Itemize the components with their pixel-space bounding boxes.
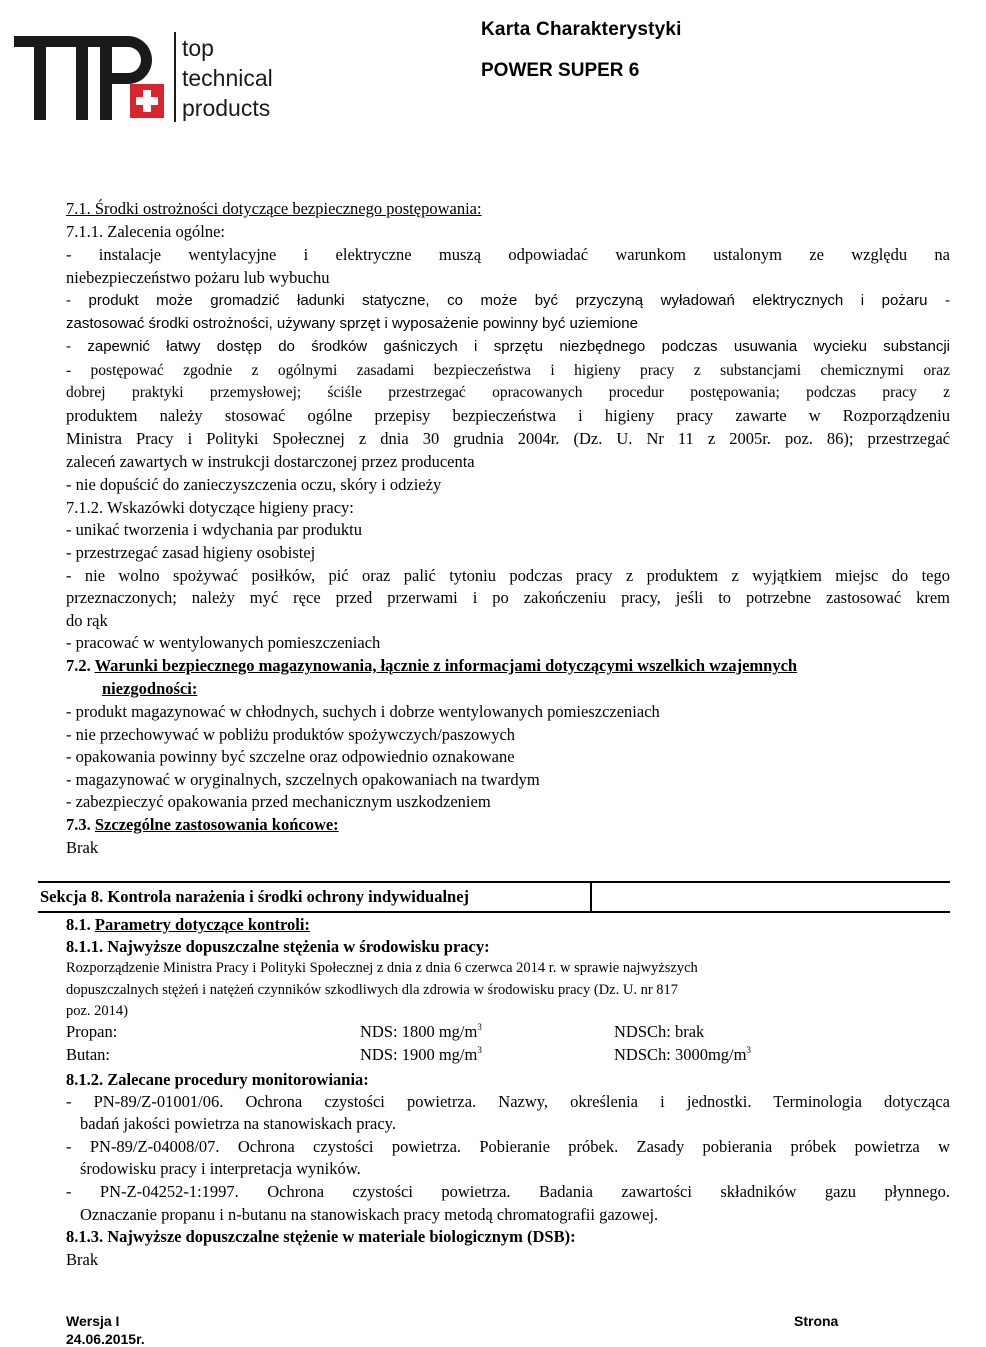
procedure-line: - PN-89/Z-01001/06. Ochrona czystości powietrza. Nazwy, określenia i jednostki. Terminologia dotycząca <box>66 1092 950 1111</box>
subsection-8-1-1-heading: 8.1.1. Najwyższe dopuszczalne stężenia w środowisku pracy: <box>66 937 490 956</box>
body-line: zastosować środki ostrożności, używany sprzęt i wyposażenie powinny być uziemione <box>66 315 638 332</box>
body-line: Brak <box>66 1250 99 1269</box>
body-line: Brak <box>66 838 99 857</box>
body-line: Ministra Pracy i Polityki Społecznej z dnia 30 grudnia 2004r. (Dz. U. Nr 11 z 2005r. poz. 86); przestrzegać <box>66 429 950 448</box>
body-line: dobrej praktyki przemysłowej; ściśle przestrzegać opracowanych procedur postępowania; podczas pracy z <box>66 384 950 401</box>
procedure-line: badań jakości powietrza na stanowiskach pracy. <box>80 1114 396 1133</box>
regulation-line: dopuszczalnych stężeń i natężeń czynników szkodliwych dla zdrowia w środowisku pracy (Dz. U. nr 817 <box>66 982 679 998</box>
body-line: przeznaczonych; należy myć ręce przed przerwami i po zakończeniu pracy, jeśli to potrzebne zastosować krem <box>66 588 950 607</box>
subsection-7-1-2-heading: 7.1.2. Wskazówki dotyczące higieny pracy: <box>66 498 354 517</box>
limit-ndsch-propan: NDSCh: brak <box>614 1022 705 1041</box>
body-line: - magazynować w oryginalnych, szczelnych opakowaniach na twardym <box>66 770 540 789</box>
footer-version: Wersja I <box>66 1313 120 1329</box>
limit-substance-propan: Propan: <box>66 1022 118 1041</box>
subsection-8-1-heading: 8.1. Parametry dotyczące kontroli: <box>66 915 310 934</box>
section-8-divider <box>590 883 592 911</box>
subsection-8-1-2-heading: 8.1.2. Zalecane procedury monitorowiania: <box>66 1070 369 1089</box>
subsection-7-1-1-heading: 7.1.1. Zalecenia ogólne: <box>66 222 225 241</box>
subsection-7-2-heading: 7.2. Warunki bezpiecznego magazynowania, łącznie z informacjami dotyczącymi wszelkich wzajemnych <box>66 656 798 675</box>
footer-page: Strona <box>794 1313 839 1329</box>
body-line: - nie przechowywać w pobliżu produktów spożywczych/paszowych <box>66 725 516 744</box>
body-line: - nie dopuścić do zanieczyszczenia oczu, skóry i odzieży <box>66 475 442 494</box>
limit-ndsch-butan: NDSCh: $3000mg/m^3$ <box>614 1045 751 1064</box>
procedure-line: - PN-89/Z-04008/07. Ochrona czystości powietrza. Pobieranie próbek. Zasady pobierania próbek powietrza w <box>66 1137 950 1156</box>
logo-tagline-products: products <box>182 95 271 121</box>
procedure-line: Oznaczanie propanu i n-butanu na stanowiskach pracy metodą chromatografii gazowej. <box>80 1205 659 1224</box>
company-logo <box>12 22 273 132</box>
limit-substance-butan: Butan: <box>66 1045 110 1064</box>
body-line: - pracować w wentylowanych pomieszczeniach <box>66 633 381 652</box>
procedure-line: - PN-Z-04252-1:1997. Ochrona czystości powietrza. Badania zawartości składników gazu płynnego. <box>66 1182 950 1201</box>
body-line: - produkt magazynować w chłodnych, suchych i dobrze wentylowanych pomieszczeniach <box>66 702 660 721</box>
section-8-title: Sekcja 8. Kontrola narażenia i środki ochrony indywidualnej <box>40 887 470 906</box>
body-line: niebezpieczeństwo pożaru lub wybuchu <box>66 268 330 287</box>
logo-tagline-technical: technical <box>182 65 273 91</box>
logo-tagline-top: top <box>182 35 214 61</box>
subsection-8-1-3-heading: 8.1.3. Najwyższe dopuszczalne stężenie w materiale biologicznym (DSB): <box>66 1227 576 1246</box>
body-line: - zabezpieczyć opakowania przed mechanicznym uszkodzeniem <box>66 792 491 811</box>
body-line: - instalacje wentylacyjne i elektryczne muszą odpowiadać warunkom ustalonym ze względu na <box>66 245 950 264</box>
body-line: zaleceń zawartych w instrukcji dostarczonej przez producenta <box>66 452 475 471</box>
procedure-line: środowisku pracy i interpretacja wyników. <box>80 1159 361 1178</box>
product-name: POWER SUPER 6 <box>481 60 640 81</box>
body-line: - przestrzegać zasad higieny osobistej <box>66 543 316 562</box>
body-line: - zapewnić łatwy dostęp do środków gaśniczych i sprzętu niezbędnego podczas usuwania wycieku substancji <box>66 338 950 355</box>
limit-nds-propan: NDS: 1800 $mg/m^3$ <box>360 1022 482 1041</box>
section-8-banner <box>38 881 950 913</box>
subsection-7-2-heading-cont: niezgodności: <box>102 679 198 698</box>
body-line: - opakowania powinny być szczelne oraz odpowiednio oznakowane <box>66 747 515 766</box>
body-line: do rąk <box>66 611 108 630</box>
body-line: - postępować zgodnie z ogólnymi zasadami bezpieczeństwa i higieny pracy z substancjami chemicznymi oraz <box>66 362 950 379</box>
subsection-7-3-heading: 7.3. Szczególne zastosowania końcowe: <box>66 815 339 834</box>
body-line: - unikać tworzenia i wdychania par produktu <box>66 520 362 539</box>
limit-nds-butan: NDS: 1900 $mg/m^3$ <box>360 1045 482 1064</box>
regulation-line: poz. 2014) <box>66 1003 129 1019</box>
body-line: - nie wolno spożywać posiłków, pić oraz palić tytoniu podczas pracy z produktem z wyjątkiem miejsc do tego <box>66 566 950 585</box>
document-title: Karta Charakterystyki <box>481 19 682 40</box>
body-line: - produkt może gromadzić ładunki statyczne, co może być przyczyną wyładowań elektrycznych i pożaru - <box>66 292 950 309</box>
subsection-7-1-heading: 7.1. Środki ostrożności dotyczące bezpiecznego postępowania: <box>66 199 482 218</box>
regulation-line: Rozporządzenie Ministra Pracy i Polityki Społecznej z dnia z dnia 6 czerwca 2014 r. w sprawie najwyższych <box>66 960 698 976</box>
body-line: produktem należy stosować ogólne przepisy bezpieczeństwa i higieny pracy zawarte w Rozporządzeniu <box>66 406 950 425</box>
footer-date: 24.06.2015r. <box>66 1331 145 1347</box>
